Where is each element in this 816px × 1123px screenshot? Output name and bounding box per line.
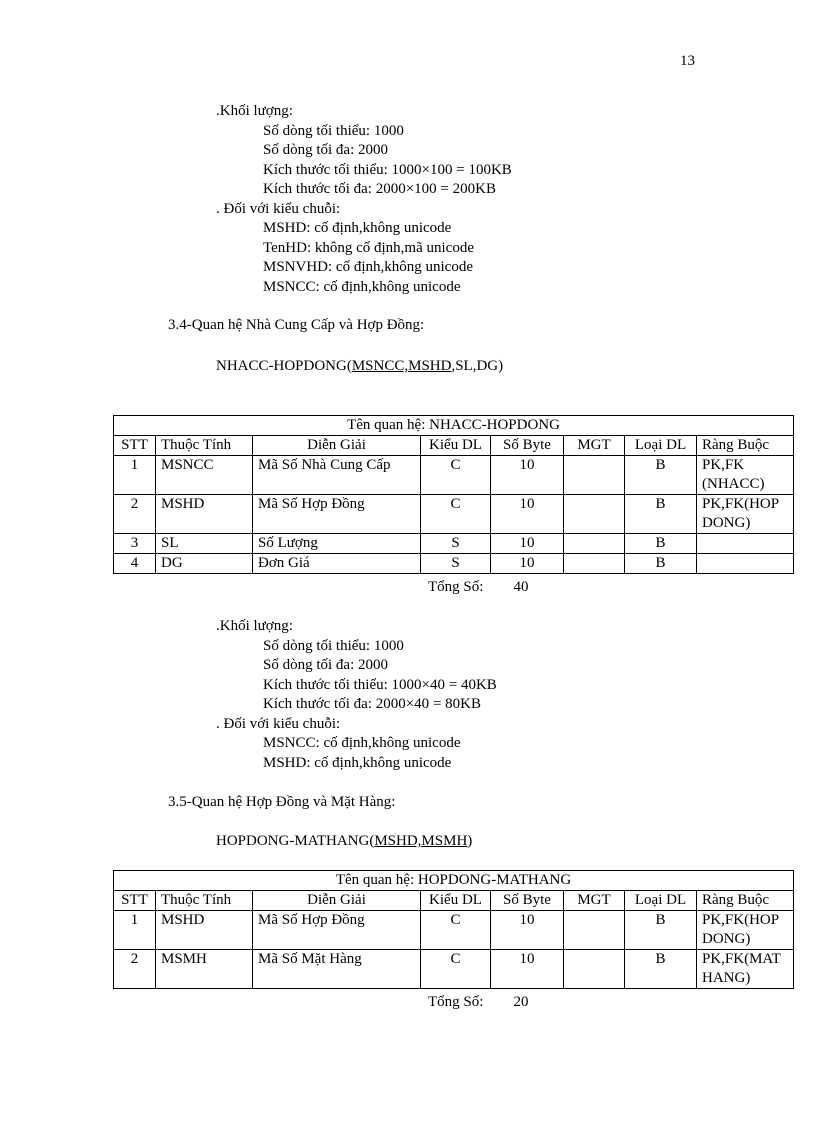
cell-type: C [421,456,491,495]
cell-stt: 3 [114,534,156,554]
volume-heading: .Khối lượng: [216,618,293,634]
cell-constraint [697,554,794,574]
table-header-row [114,891,794,911]
cell-constraint: PK,FK(HOPDONG) [697,911,794,950]
table-row [114,495,794,534]
relation-table-hopdong-mathang [113,870,794,989]
volume-block-2 [216,617,497,773]
cell-attribute: MSMH [156,950,253,989]
volume-line: Kích thước tối đa: 2000×100 = 200KB [263,181,496,197]
header-cell: Ràng Buộc [697,891,794,911]
cell-kind: B [625,534,697,554]
cell-description: Đơn Giá [253,554,421,574]
cell-attribute: MSHD [156,911,253,950]
cell-type: C [421,950,491,989]
total-value: 20 [513,994,529,1010]
string-line: MSNCC: cố định,không unicode [263,735,461,751]
cell-mgt [564,456,625,495]
relation-schema-3-4 [216,357,503,377]
table-row [114,911,794,950]
relation-prefix: HOPDONG-MATHANG( [216,833,375,849]
cell-attribute: SL [156,534,253,554]
section-heading-3-5: 3.5-Quan hệ Hợp Đồng và Mặt Hàng: [168,794,396,810]
cell-stt: 1 [114,456,156,495]
page-number: 13 [680,53,695,69]
total-value: 40 [513,579,529,595]
cell-kind: B [625,911,697,950]
cell-kind: B [625,554,697,574]
header-cell: Ràng Buộc [697,436,794,456]
cell-mgt [564,495,625,534]
cell-description: Mã Số Nhà Cung Cấp [253,456,421,495]
volume-line: Số dòng tối đa: 2000 [263,657,389,673]
volume-line: Kích thước tối thiểu: 1000×100 = 100KB [263,161,512,178]
cell-bytes: 10 [491,495,564,534]
relation-keys: MSNCC,MSHD [351,358,452,374]
cell-constraint: PK,FK(MATHANG) [697,950,794,989]
cell-bytes: 10 [491,456,564,495]
cell-description: Mã Số Hợp Đồng [253,495,421,534]
string-line: MSHD: cố định,không unicode [263,754,452,771]
volume-line: Số dòng tối thiểu: 1000 [263,122,404,139]
volume-line: Kích thước tối thiểu: 1000×40 = 40KB [263,676,497,693]
string-line: TenHD: không cố định,mã unicode [263,239,474,256]
table-title-row [114,871,794,891]
relation-table-nhacc-hopdong [113,415,794,574]
volume-block-1 [216,102,512,297]
relation-suffix: ,SL,DG) [451,358,504,374]
header-cell: Diễn Giải [253,891,421,911]
section-heading-3-4: 3.4-Quan hệ Nhà Cung Cấp và Hợp Đồng: [168,317,425,333]
string-line: MSHD: cố định,không unicode [263,220,452,236]
cell-type: S [421,554,491,574]
table-title-row [114,416,794,436]
header-cell: Kiểu DL [421,891,491,911]
table-total-3-4 [428,578,528,598]
cell-stt: 4 [114,554,156,574]
total-label: Tổng Số: [428,994,484,1010]
header-cell: MGT [564,891,625,911]
table-header-row [114,436,794,456]
cell-constraint [697,534,794,554]
header-cell: Diễn Giải [253,436,421,456]
cell-kind: B [625,950,697,989]
header-cell: Số Byte [491,436,564,456]
relation-suffix: ) [467,833,473,849]
table-total-3-5 [428,993,528,1013]
table-row [114,534,794,554]
header-cell: Số Byte [491,891,564,911]
cell-bytes: 10 [491,534,564,554]
table-title: Tên quan hệ: NHACC-HOPDONG [114,416,794,436]
volume-line: Kích thước tối đa: 2000×40 = 80KB [263,696,481,712]
header-cell: STT [114,436,156,456]
header-cell: STT [114,891,156,911]
cell-mgt [564,911,625,950]
relation-prefix: NHACC-HOPDONG( [216,358,352,374]
cell-constraint: PK,FK(HOPDONG) [697,495,794,534]
relation-keys: MSHD,MSMH [374,833,468,849]
cell-bytes: 10 [491,911,564,950]
cell-description: Mã Số Hợp Đồng [253,911,421,950]
header-cell: Kiểu DL [421,436,491,456]
cell-bytes: 10 [491,950,564,989]
volume-line: Số dòng tối đa: 2000 [263,142,389,158]
cell-attribute: MSHD [156,495,253,534]
cell-attribute: MSNCC [156,456,253,495]
cell-description: Số Lượng [253,534,421,554]
cell-type: S [421,534,491,554]
string-heading: . Đối với kiểu chuỗi: [216,200,341,217]
volume-heading: .Khối lượng: [216,103,293,119]
cell-attribute: DG [156,554,253,574]
cell-description: Mã Số Mặt Hàng [253,950,421,989]
table-row [114,554,794,574]
total-label: Tổng Số: [428,579,484,595]
table-title: Tên quan hệ: HOPDONG-MATHANG [114,871,794,891]
string-line: MSNVHD: cố định,không unicode [263,259,473,275]
header-cell: Loại DL [625,436,697,456]
cell-mgt [564,554,625,574]
string-line: MSNCC: cố định,không unicode [263,278,461,295]
string-heading: . Đối với kiểu chuỗi: [216,715,341,732]
cell-constraint: PK,FK (NHACC) [697,456,794,495]
cell-type: C [421,495,491,534]
table-row [114,456,794,495]
volume-line: Số dòng tối thiểu: 1000 [263,637,404,654]
cell-stt: 1 [114,911,156,950]
cell-stt: 2 [114,495,156,534]
relation-schema-3-5 [216,832,472,852]
cell-mgt [564,950,625,989]
header-cell: Loại DL [625,891,697,911]
cell-stt: 2 [114,950,156,989]
header-cell: Thuộc Tính [156,436,253,456]
cell-mgt [564,534,625,554]
table-row [114,950,794,989]
header-cell: Thuộc Tính [156,891,253,911]
cell-kind: B [625,456,697,495]
cell-type: C [421,911,491,950]
cell-kind: B [625,495,697,534]
header-cell: MGT [564,436,625,456]
cell-bytes: 10 [491,554,564,574]
